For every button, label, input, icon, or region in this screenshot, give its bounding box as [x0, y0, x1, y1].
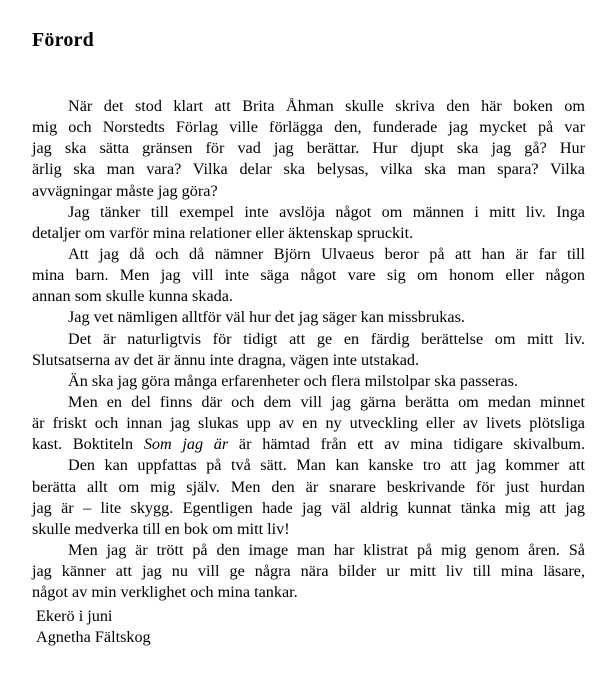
text-line: jag ska sätta gränsen för vad jag berättar. Hur djupt ska jag gå? Hur — [32, 139, 585, 158]
text-line: ärlig ska man vara? Vilka delar ska belysas, vilka ska man spara? Vilka — [32, 160, 585, 179]
text-line: mig och Norstedts Förlag ville förlägga den, funderade jag mycket på var — [32, 118, 585, 137]
text-line: Det är naturligtvis för tidigt att ge en färdig berättelse om mitt liv. — [68, 329, 585, 348]
text-line — [32, 434, 585, 455]
text-line: Men jag är trött på den image man har klistrat på mig genom åren. Så — [68, 540, 585, 559]
text-line: detaljer om varför mina relationer eller äktenskap spruckit. — [32, 223, 414, 242]
book-title: Som jag är — [143, 435, 229, 454]
text-line: Jag tänker till exempel inte avslöja något om männen i mitt liv. Inga — [68, 202, 585, 221]
text-line: Men en del finns där och dem vill jag gärna berätta om medan minnet — [68, 392, 585, 411]
text-line: mina barn. Men jag vill inte säga något vare sig om honom eller någon — [32, 266, 585, 285]
closing-place: Ekerö i juni — [36, 607, 113, 625]
closing-signature: Agnetha Fältskog — [36, 628, 151, 647]
text-line: jag känner att jag nu vill ge några nära bilder ur mitt liv till mina läsare, — [32, 562, 585, 581]
text-line: jag är – lite skygg. Egentligen hade jag väl aldrig kunnat tänka mig att jag — [32, 498, 585, 517]
closing-block — [36, 606, 151, 648]
text-segment: är hämtad från ett av mina tidigare skivalbum. — [228, 435, 585, 454]
text-line: något av min verklighet och mina tankar. — [32, 583, 298, 602]
text-line: Än ska jag göra många erfarenheter och flera milstolpar ska passeras. — [68, 371, 518, 390]
text-line: Jag vet nämligen alltför väl hur det jag säger kan missbrukas. — [68, 308, 465, 327]
preface-body — [32, 96, 585, 603]
text-line: Den kan uppfattas på två sätt. Man kan kanske tro att jag kommer att — [68, 456, 585, 475]
page-title: Förord — [32, 29, 94, 51]
text-line: När det stod klart att Brita Åhman skulle skriva den här boken om — [68, 97, 585, 115]
text-line: avvägningar måste jag göra? — [32, 181, 218, 200]
text-line: berätta allt om mig själv. Men den är snarare beskrivande för just hurdan — [32, 477, 585, 496]
text-line: Att jag då och då nämner Björn Ulvaeus beror på att han är far till — [68, 244, 585, 263]
text-segment: kast. Boktiteln — [32, 435, 144, 454]
text-line: annan som skulle kunna skada. — [32, 287, 233, 306]
text-line: Slutsatserna av det är ännu inte dragna, vägen inte utstakad. — [32, 350, 420, 369]
text-line: skulle medverka till en bok om mitt liv! — [32, 519, 290, 538]
text-line: är friskt och innan jag slukas upp av en ny utveckling eller av livets plötsliga — [32, 414, 585, 433]
